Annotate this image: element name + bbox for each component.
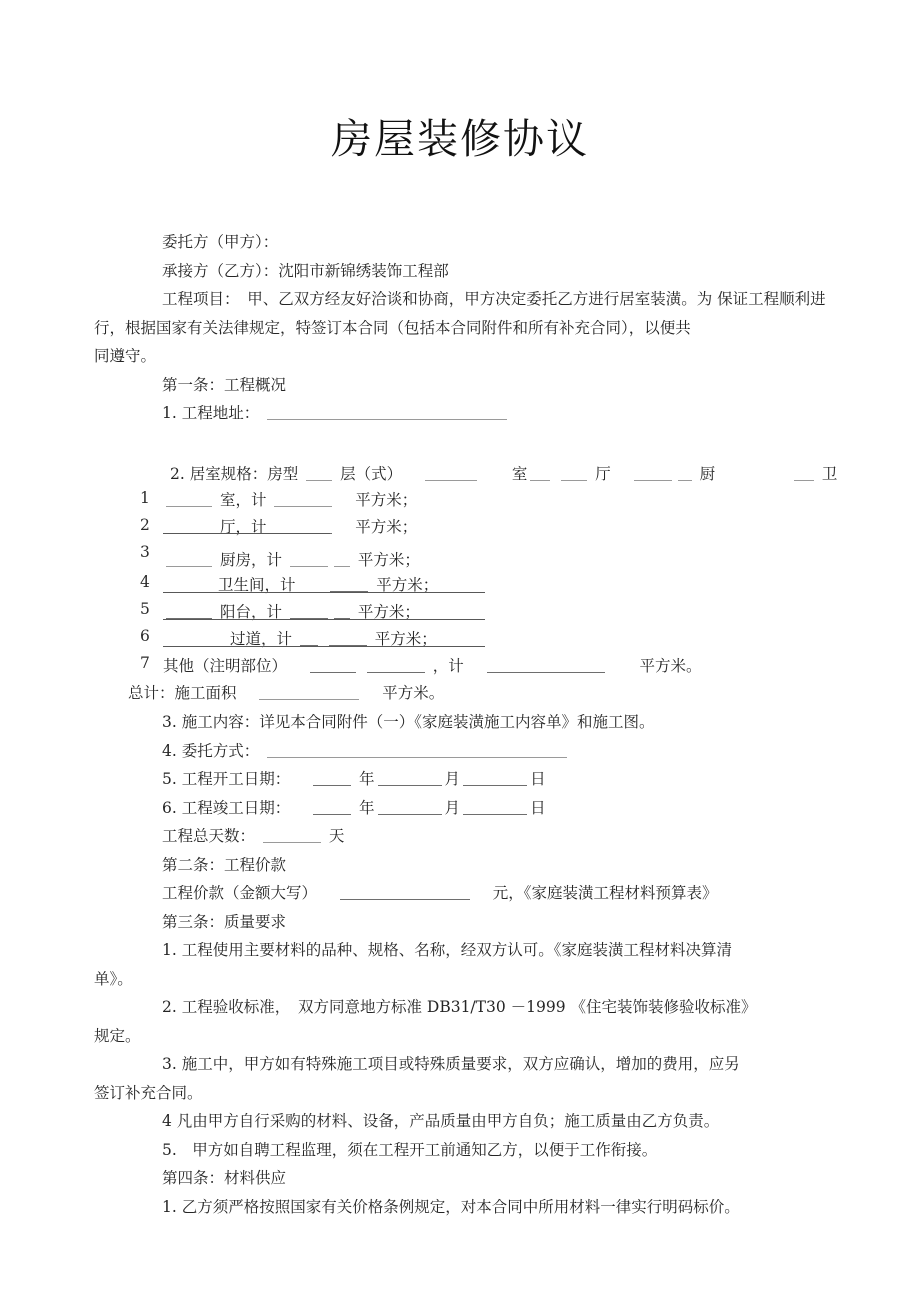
total-area-line <box>128 682 444 704</box>
hall-label: 厅 <box>595 465 611 483</box>
house-type-blank[interactable] <box>306 465 332 481</box>
article1-heading: 第一条：工程概况 <box>162 375 287 394</box>
article1-item1 <box>128 399 788 428</box>
room-row-number-2: 2 <box>140 516 150 534</box>
room-row-2-rule <box>163 533 330 534</box>
room-5-blank-c[interactable] <box>334 603 350 619</box>
room-2-mid: ，计 <box>235 518 267 536</box>
project-address-blank[interactable] <box>267 404 507 420</box>
article3-item3-a: 3. 施工中，甲方如有特殊施工项目或特殊质量要求，双方应确认，增加的费用，应另 <box>162 1055 740 1073</box>
room-row-number-5: 5 <box>140 600 150 618</box>
room-spec-line <box>170 462 837 484</box>
room-5-blank-a[interactable] <box>166 603 212 619</box>
room-5-blank-b[interactable] <box>290 603 328 619</box>
document-body-top <box>94 228 826 428</box>
room-3-mid: ，计 <box>250 551 282 569</box>
room-7-blank-c[interactable] <box>487 657 605 673</box>
room-1-mid: ，计 <box>235 491 267 509</box>
room-7-mid: ，计 <box>432 657 464 675</box>
room-6-mid: ，计 <box>260 630 292 648</box>
end-date-month-blank[interactable] <box>378 799 442 815</box>
room-row-number-4: 4 <box>140 573 150 591</box>
client-label: 委托方（甲方）： <box>162 233 279 251</box>
room-4-unit: 平方米； <box>376 576 439 594</box>
article3-item2-b: 规定。 <box>94 1026 141 1045</box>
end-date-year-blank[interactable] <box>313 799 351 815</box>
floor-label: 层（式） <box>340 465 403 483</box>
commission-method-blank[interactable] <box>267 742 567 758</box>
room-1-blank-b[interactable] <box>274 491 332 507</box>
total-days-blank[interactable] <box>263 827 321 843</box>
hall-count-blank-b[interactable] <box>678 465 692 481</box>
contractor-value: 沈阳市新锦绣装饰工程部 <box>278 261 449 280</box>
room-4-mid: ，计 <box>264 576 296 594</box>
room-1-blank-a[interactable] <box>166 491 212 507</box>
article3-item2-a: 2. 工程验收标准， 双方同意地方标准 DB31/T30 －1999 《住宅装饰装修验收标准》 <box>162 998 757 1016</box>
room-7-blank-a[interactable] <box>310 657 356 673</box>
article4-item1: 1. 乙方须严格按照国家有关价格条例规定，对本合同中所用材料一律实行明码标价。 <box>162 1197 740 1216</box>
room-row-4-rule <box>163 592 485 593</box>
article2-heading: 第二条：工程价款 <box>162 855 287 874</box>
room-count-blank-b[interactable] <box>561 465 587 481</box>
room-row-7 <box>163 655 702 677</box>
start-date-label: 5. 工程开工日期： <box>162 770 291 788</box>
end-date-day-blank[interactable] <box>463 799 527 815</box>
end-date-day-unit: 日 <box>530 798 546 817</box>
article4-heading: 第四条：材料供应 <box>162 1169 287 1187</box>
article3-item3-b: 签订补充合同。 <box>94 1083 203 1102</box>
end-date-label: 6. 工程竣工日期： <box>162 798 291 817</box>
room-2-blank-b[interactable] <box>274 518 332 534</box>
total-area-blank[interactable] <box>259 684 359 700</box>
room-6-name: 过道 <box>229 630 261 648</box>
room-6-blank-c[interactable] <box>329 630 367 646</box>
contractor-line <box>128 257 788 286</box>
project-address-label: 1. 工程地址： <box>162 404 260 422</box>
room-spec-label: 2. 居室规格：房型 <box>170 465 299 483</box>
room-1-unit: 平方米； <box>355 491 418 509</box>
room-3-blank-a[interactable] <box>166 551 212 567</box>
start-date-month-unit: 月 <box>444 770 461 788</box>
hall-count-blank[interactable] <box>634 465 672 481</box>
bath-label: 卫 <box>821 465 838 483</box>
room-7-blank-b[interactable] <box>367 657 425 673</box>
price-unit: 元，《家庭装潢工程材料预算表》 <box>492 884 718 902</box>
room-row-1 <box>163 489 417 511</box>
room-row-number-1: 1 <box>140 489 150 507</box>
room-3-name: 厨房 <box>219 551 251 569</box>
article1-item3: 3. 施工内容：详见本合同附件（一）《家庭装潢施工内容单》和施工图。 <box>162 713 655 731</box>
article1-item6 <box>128 794 788 823</box>
room-2-name: 厅 <box>219 518 236 536</box>
kitchen-label: 厨 <box>699 465 716 483</box>
document-body-bottom <box>94 708 788 1221</box>
article3-item5: 5. 甲方如自聘工程监理，须在工程开工前通知乙方，以便于工作衔接。 <box>162 1140 658 1159</box>
start-date-day-blank[interactable] <box>463 770 527 786</box>
room-6-unit: 平方米； <box>374 630 437 648</box>
price-amount-blank[interactable] <box>340 884 470 900</box>
article1-item4 <box>128 737 788 766</box>
client-line <box>128 228 788 257</box>
article2-price-line <box>128 879 788 908</box>
room-row-number-6: 6 <box>140 627 150 645</box>
start-date-year-unit: 年 <box>359 770 375 788</box>
room-count-blank-a[interactable] <box>530 465 550 481</box>
room-3-blank-b[interactable] <box>290 551 328 567</box>
end-date-year-unit: 年 <box>359 798 375 817</box>
room-row-number-7: 7 <box>140 654 150 672</box>
start-date-day-unit: 日 <box>530 770 546 788</box>
article3-item1-a: 1. 工程使用主要材料的品种、规格、名称，经双方认可。《家庭装潢工程材料决算清 <box>162 941 732 959</box>
end-date-month-unit: 月 <box>444 798 461 817</box>
total-days-line <box>128 822 788 851</box>
room-6-blank-b[interactable] <box>300 630 318 646</box>
room-1-name: 室 <box>219 491 236 509</box>
total-area-label: 总计：施工面积 <box>128 684 237 702</box>
room-row-3 <box>163 549 420 571</box>
preamble-line-1: 工程项目： 甲、乙双方经友好洽谈和协商，甲方决定委托乙方进行居室装潢。为 保证工程顺利进 <box>162 290 826 308</box>
total-days-label: 工程总天数： <box>162 827 256 845</box>
article1-item5 <box>128 765 788 794</box>
room-3-blank-c[interactable] <box>334 551 350 567</box>
room-2-unit: 平方米； <box>355 518 418 536</box>
preamble-line-2: 行，根据国家有关法律规定，特签订本合同（包括本合同附件和所有补充合同），以便共 <box>94 318 691 337</box>
room-7-name: 其他（注明部位） <box>163 657 288 675</box>
room-row-number-3: 3 <box>140 543 150 561</box>
room-7-unit: 平方米。 <box>639 657 702 675</box>
total-days-unit: 天 <box>328 827 345 845</box>
room-4-blank-b[interactable] <box>330 576 368 592</box>
floor-blank[interactable] <box>425 465 477 481</box>
article3-item4: 4 凡由甲方自行采购的材料、设备，产品质量由甲方自负；施工质量由乙方负责。 <box>162 1112 720 1130</box>
room-label: 室 <box>511 465 528 483</box>
commission-method-label: 4. 委托方式： <box>162 741 260 760</box>
room-row-2 <box>163 516 417 538</box>
article3-item1-b: 单》。 <box>94 969 133 988</box>
room-row-5-rule <box>163 619 485 620</box>
article3-heading: 第三条：质量要求 <box>162 912 287 931</box>
room-4-name: 卫生间 <box>217 576 265 594</box>
start-date-month-blank[interactable] <box>378 770 442 786</box>
preamble-line-3: 同遵守。 <box>94 347 157 365</box>
room-row-6-rule <box>163 646 485 647</box>
total-area-unit: 平方米。 <box>382 684 445 702</box>
contractor-label: 承接方（乙方）： <box>162 261 279 280</box>
room-3-unit: 平方米； <box>357 551 420 569</box>
room-5-mid: ，计 <box>250 603 282 621</box>
room-5-unit: 平方米； <box>357 603 420 621</box>
room-2-blank-a[interactable] <box>166 518 212 534</box>
start-date-year-blank[interactable] <box>313 770 351 786</box>
price-label: 工程价款（金额大写） <box>162 884 318 902</box>
bath-count-blank[interactable] <box>794 465 814 481</box>
room-5-name: 阳台 <box>219 603 251 621</box>
page-title: 房屋装修协议 <box>331 115 589 163</box>
